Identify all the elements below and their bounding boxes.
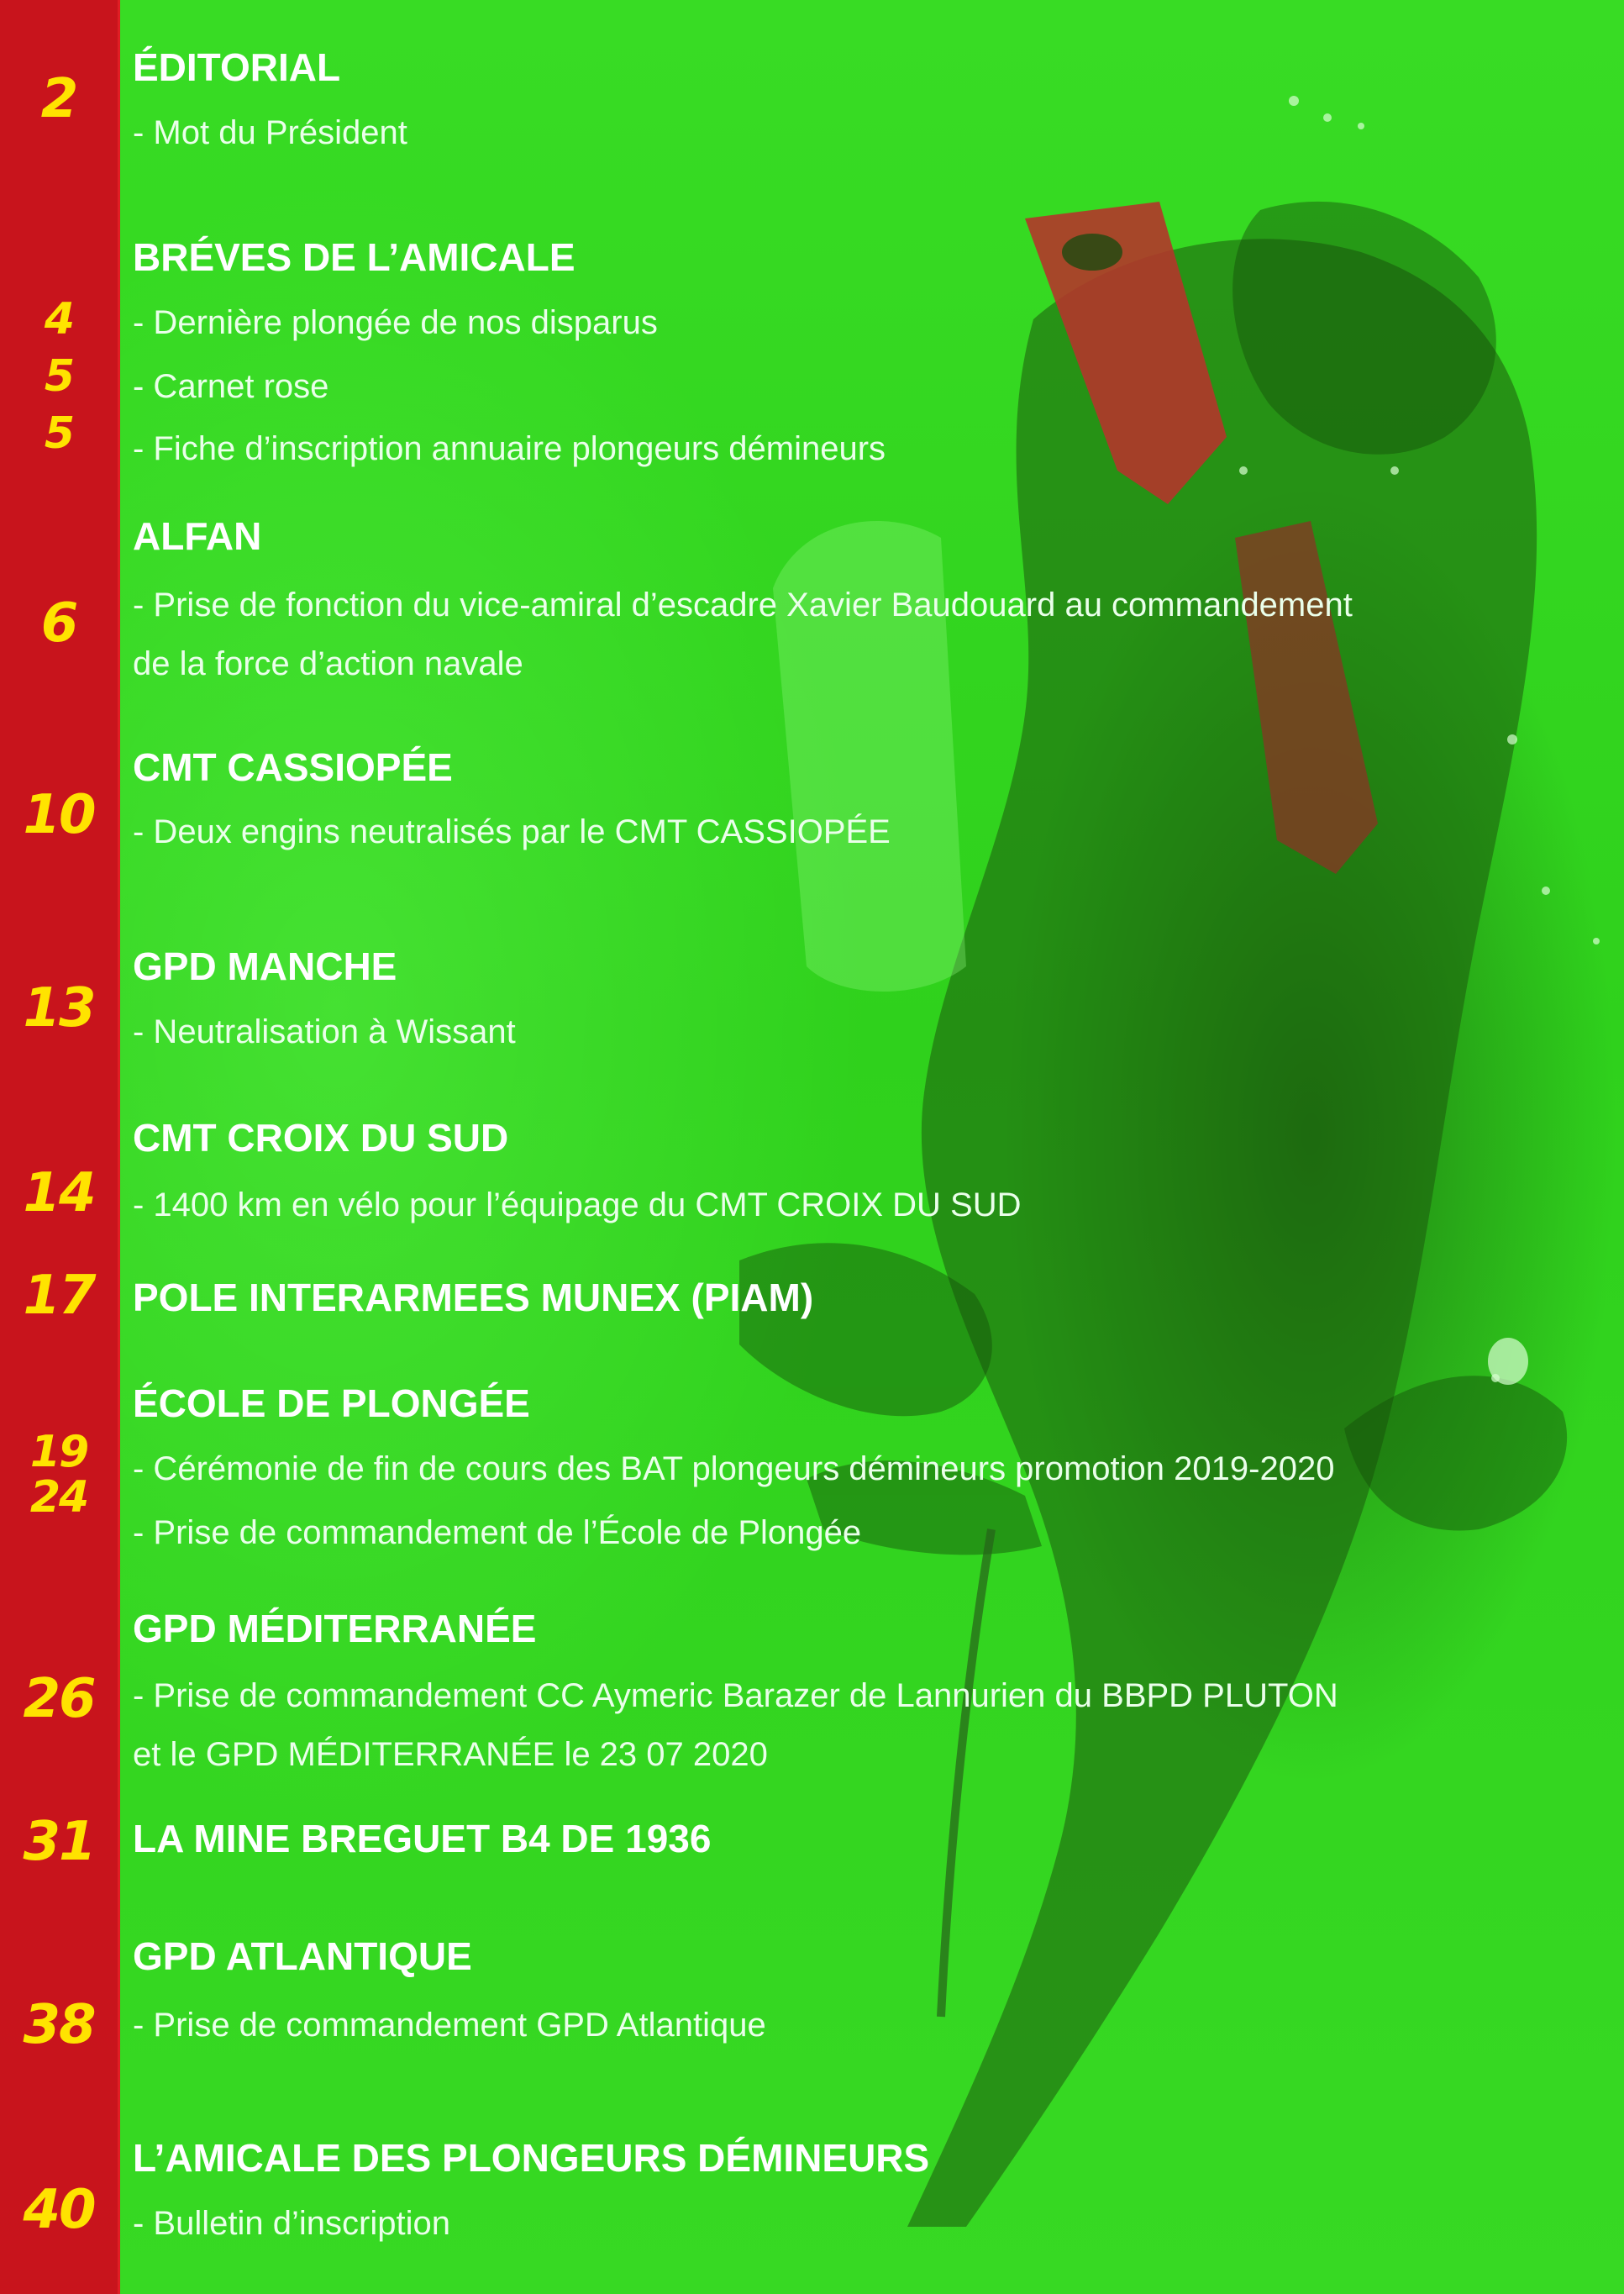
- page-number: 4: [44, 294, 74, 345]
- page-number: 5: [44, 408, 74, 459]
- section-item: - Prise de commandement GPD Atlantique: [133, 2007, 766, 2044]
- section-title: ALFAN: [133, 514, 262, 558]
- section-title: GPD MANCHE: [133, 944, 397, 988]
- section-title: L’AMICALE DES PLONGEURS DÉMINEURS: [133, 2136, 930, 2180]
- section-item: - Dernière plongée de nos disparus: [133, 304, 658, 341]
- section-item: - Carnet rose: [133, 368, 329, 405]
- section-title: LA MINE BREGUET B4 DE 1936: [133, 1817, 712, 1860]
- section-item: - Prise de commandement de l’École de Plongée: [133, 1514, 862, 1551]
- section-title: POLE INTERARMEES MUNEX (PIAM): [133, 1276, 814, 1319]
- page-number: 24: [29, 1472, 88, 1523]
- section-item: - Fiche d’inscription annuaire plongeurs démineurs: [133, 430, 886, 467]
- page-number: 40: [23, 2179, 95, 2241]
- page-number: 5: [44, 351, 74, 402]
- page-number: 10: [23, 784, 95, 846]
- page-number: 17: [23, 1265, 95, 1327]
- section-title: GPD MÉDITERRANÉE: [133, 1607, 537, 1650]
- section-item: - Deux engins neutralisés par le CMT CASSIOPÉE: [133, 813, 891, 850]
- section-item: - Prise de commandement CC Aymeric Barazer de Lannurien du BBPD PLUTON: [133, 1677, 1338, 1714]
- page-number: 38: [23, 1994, 95, 2056]
- section-item: - Neutralisation à Wissant: [133, 1013, 516, 1050]
- section-title: GPD ATLANTIQUE: [133, 1934, 472, 1978]
- section-title: CMT CROIX DU SUD: [133, 1116, 509, 1160]
- page-number: 31: [23, 1811, 95, 1873]
- section-title: ÉCOLE DE PLONGÉE: [133, 1381, 530, 1425]
- section-item: - Bulletin d’inscription: [133, 2205, 450, 2242]
- section-item: de la force d’action navale: [133, 645, 523, 682]
- page-number: 14: [23, 1162, 95, 1224]
- page-number: 13: [23, 977, 95, 1039]
- page-number: 19: [29, 1427, 88, 1477]
- page-number: 2: [40, 68, 77, 130]
- page-number: 26: [23, 1668, 95, 1730]
- section-title: CMT CASSIOPÉE: [133, 745, 453, 789]
- section-item: - Mot du Président: [133, 114, 407, 151]
- section-item: - 1400 km en vélo pour l’équipage du CMT CROIX DU SUD: [133, 1186, 1022, 1223]
- section-item: et le GPD MÉDITERRANÉE le 23 07 2020: [133, 1736, 768, 1773]
- section-title: BRÉVES DE L’AMICALE: [133, 235, 575, 279]
- page-number: 6: [40, 592, 77, 655]
- section-title: ÉDITORIAL: [133, 45, 341, 89]
- section-item: - Prise de fonction du vice-amiral d’escadre Xavier Baudouard au commandement: [133, 587, 1353, 623]
- section-item: - Cérémonie de fin de cours des BAT plongeurs démineurs promotion 2019-2020: [133, 1450, 1335, 1487]
